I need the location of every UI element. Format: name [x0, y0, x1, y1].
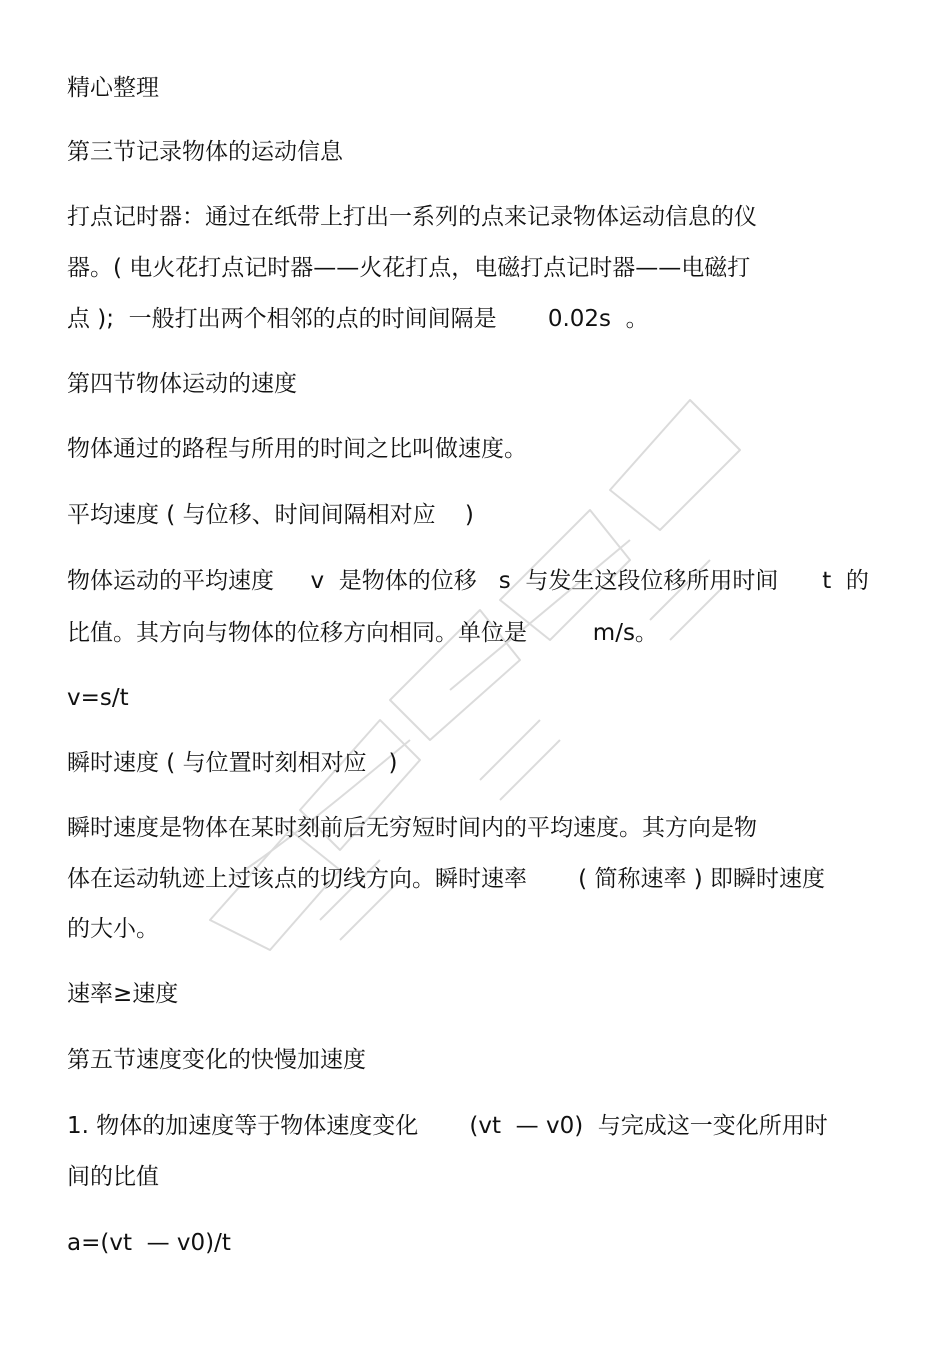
paragraph-line: 比值。其方向与物体的位移方向相同。单位是 m/s。: [67, 620, 658, 646]
paragraph-line: 间的比值: [67, 1164, 159, 1190]
paragraph-line: 体在运动轨迹上过该点的切线方向。瞬时速率 ( 简称速率 ) 即瞬时速度: [67, 866, 826, 892]
paragraph-line: 器。( 电火花打点记时器——火花打点，电磁打点记时器——电磁打: [67, 255, 751, 281]
section-heading-4: 第四节物体运动的速度: [67, 371, 297, 397]
formula-line: a=(vt — v0)/t: [67, 1230, 231, 1256]
document-header: 精心整理: [67, 75, 159, 101]
paragraph-line: 的大小。: [67, 916, 159, 942]
paragraph-line: 平均速度 ( 与位移、时间间隔相对应 ): [67, 502, 474, 528]
section-heading-3: 第三节记录物体的运动信息: [67, 139, 343, 165]
section-heading-5: 第五节速度变化的快慢加速度: [67, 1047, 366, 1073]
paragraph-line: 瞬时速度 ( 与位置时刻相对应 ): [67, 750, 398, 776]
paragraph-line: 1. 物体的加速度等于物体速度变化 (vt — v0) 与完成这一变化所用时: [67, 1113, 828, 1139]
paragraph-line: 速率≥速度: [67, 981, 179, 1007]
paragraph-line: 瞬时速度是物体在某时刻前后无穷短时间内的平均速度。其方向是物: [67, 815, 757, 841]
paragraph-line: 点 ); 一般打出两个相邻的点的时间间隔是 0.02s 。: [67, 306, 649, 332]
paragraph-line: 打点记时器：通过在纸带上打出一系列的点来记录物体运动信息的仪: [67, 204, 757, 230]
formula-line: v=s/t: [67, 685, 129, 711]
paragraph-line: 物体通过的路程与所用的时间之比叫做速度。: [67, 436, 527, 462]
paragraph-line: 物体运动的平均速度 v 是物体的位移 s 与发生这段位移所用时间 t 的: [67, 568, 869, 594]
